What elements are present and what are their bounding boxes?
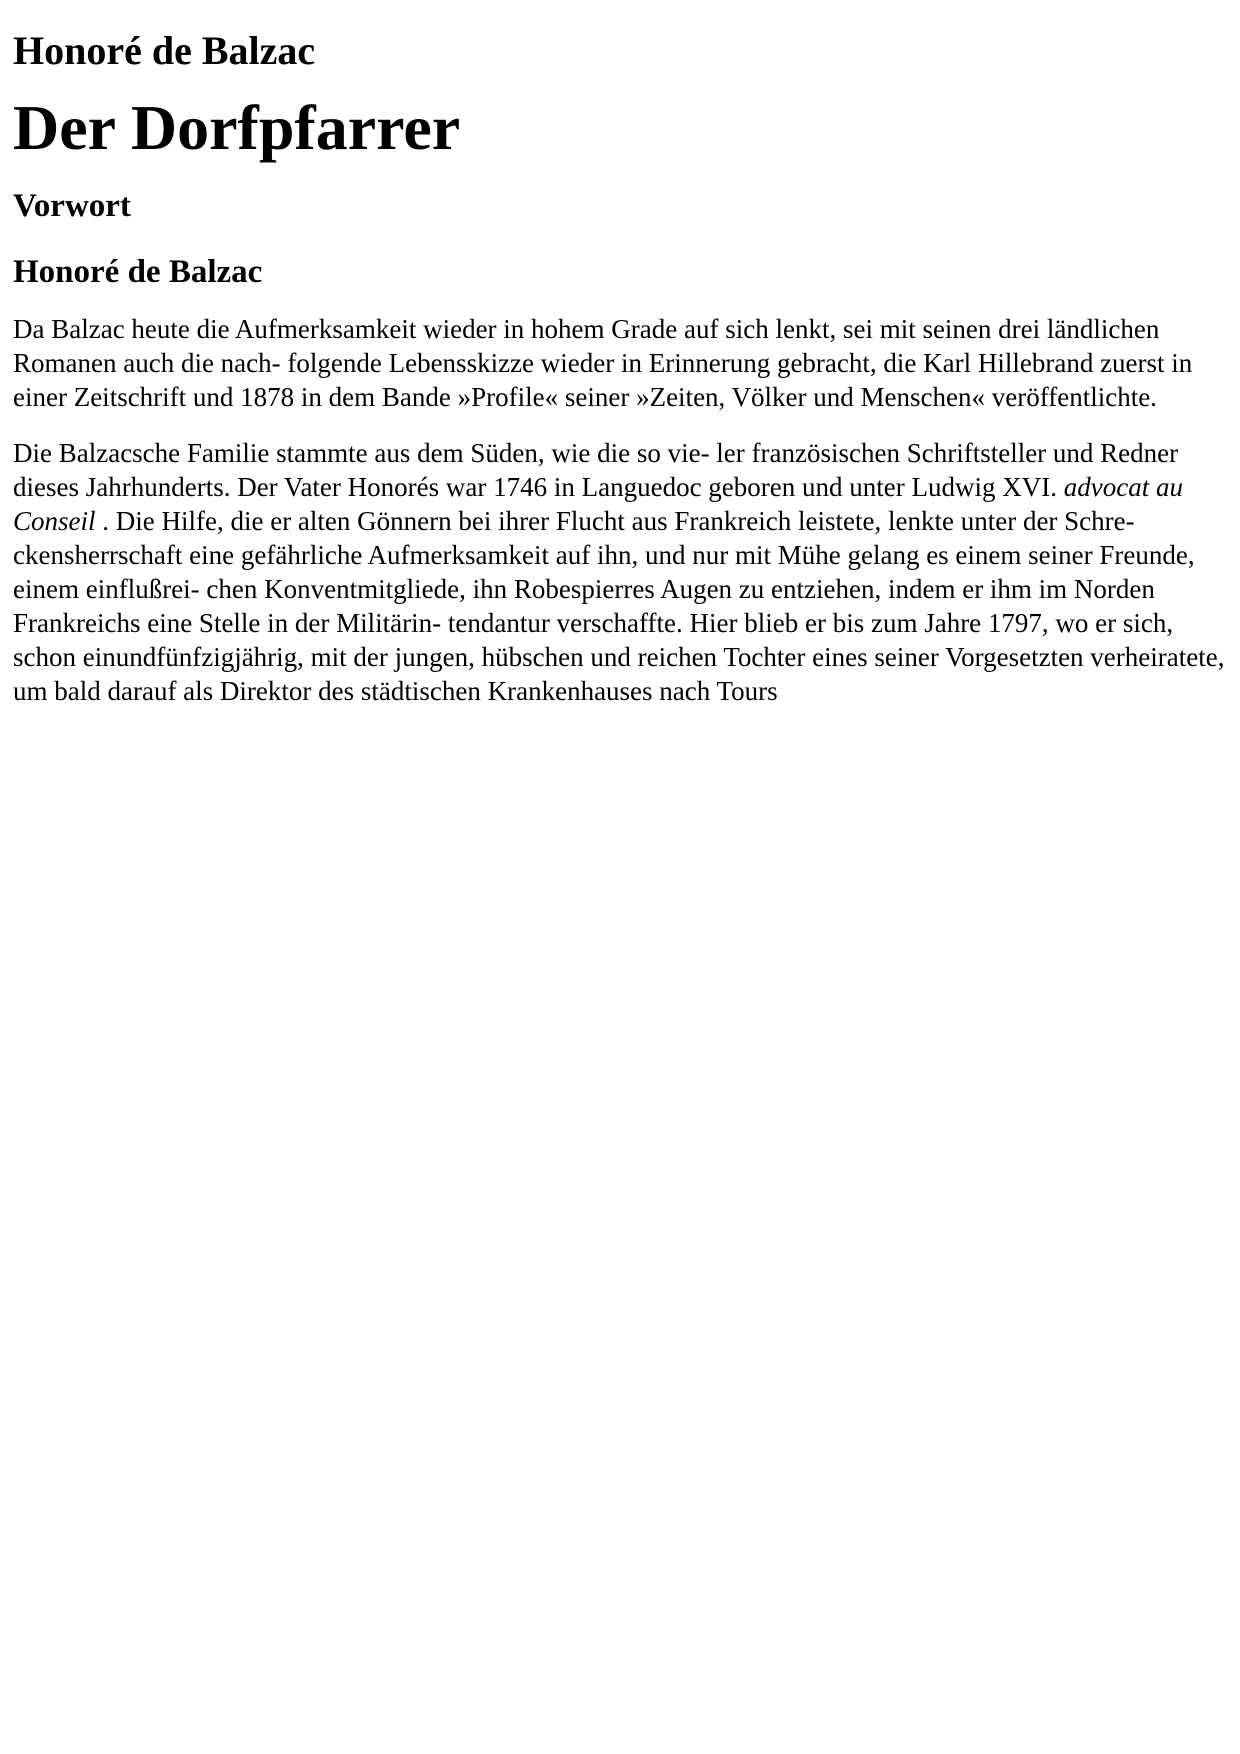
- paragraph-2-italic: advocat au Conseil: [13, 472, 1183, 536]
- paragraph-2-text-a: Die Balzacsche Familie stammte aus dem Süden, wie die so vie- ler französischen Schriftsteller und Redner dieses Jahrhunderts. Der Vater Honorés war 1746 in Languedoc geboren und unter Ludwig XVI.: [13, 438, 1179, 502]
- paragraph-2: [13, 436, 1238, 708]
- section-author: Honoré de Balzac: [13, 254, 263, 290]
- document-page: [0, 0, 1227, 708]
- author-heading: Honoré de Balzac: [13, 28, 316, 73]
- section-title: Vorwort: [13, 188, 131, 224]
- paragraph-2-text-b: . Die Hilfe, die er alten Gönnern bei ihrer Flucht aus Frankreich leistete, lenkte unter der Schre- ckensherrschaft eine gefährliche Aufmerksamkeit auf ihn, und nur mit Mühe gelang es einem seiner Freunde, einem einflußrei- chen Konventmitgliede, ihn Robespierres Augen zu entziehen, indem er ihm im Norden Frankreichs eine Stelle in der Militärin- tendantur verschaffte. Hier blieb er bis zum Jahre 1797, wo er sich, schon einundfünfzigjährig, mit der jungen, hübschen und reichen Tochter eines seiner Vorgesetzten verheiratete, um bald darauf als Direktor des städtischen Krankenhauses nach Tours: [13, 506, 1225, 706]
- book-title: Der Dorfpfarrer: [13, 92, 461, 163]
- paragraph-1: Da Balzac heute die Aufmerksamkeit wieder in hohem Grade auf sich lenkt, sei mit seinen drei ländlichen Romanen auch die nach- folgende Lebensskizze wieder in Erinnerung gebracht, die Karl Hillebrand zuerst in einer Zeitschrift und 1878 in dem Bande »Profile« seiner »Zeiten, Völker und Menschen« veröffentlichte.: [13, 314, 1193, 412]
